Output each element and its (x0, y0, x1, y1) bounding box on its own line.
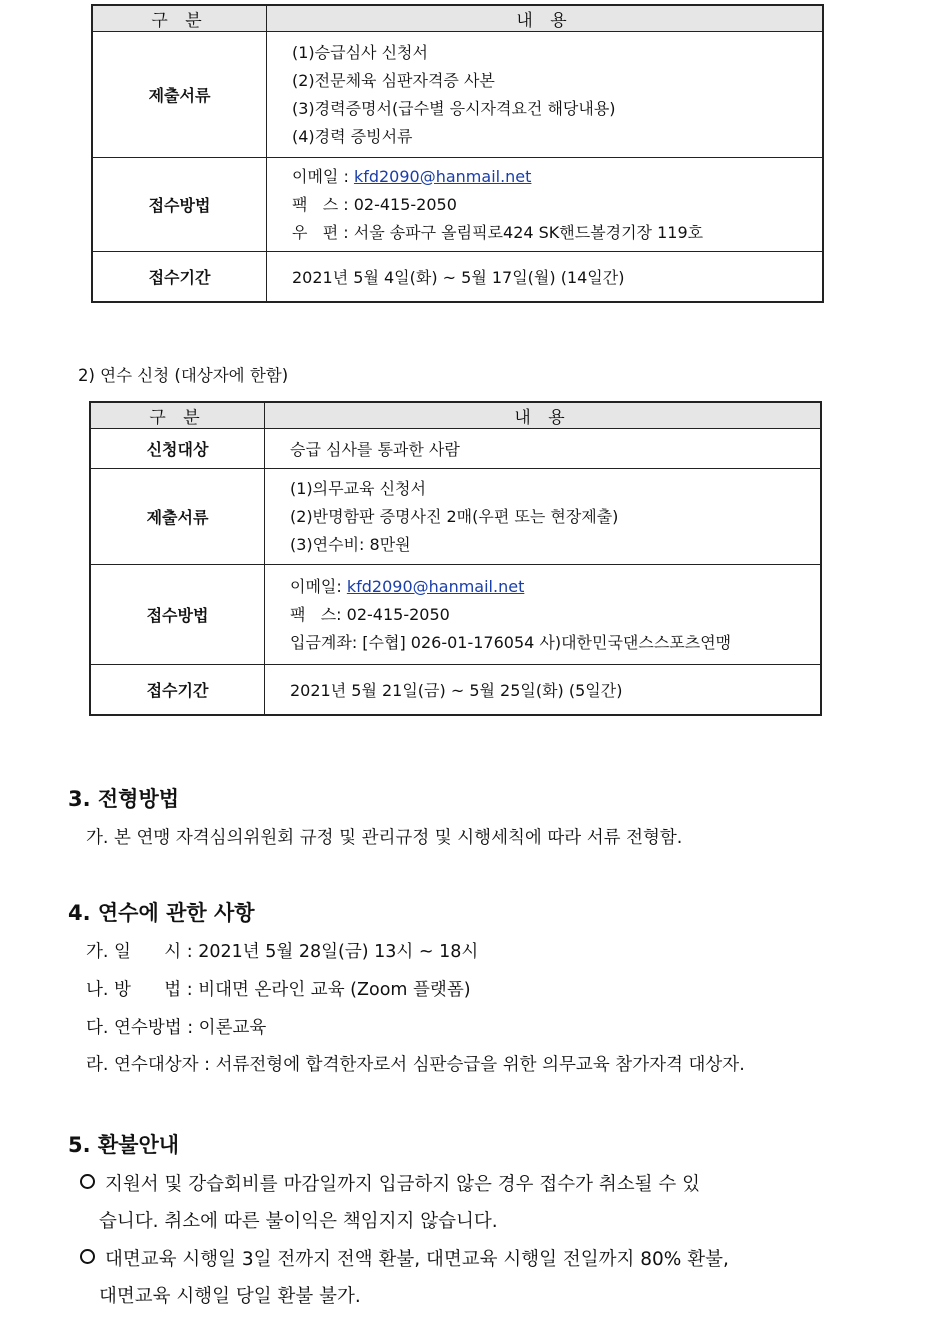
section4-line-target: 라. 연수대상자 : 서류전형에 합격한자로서 심판승급을 위한 의무교육 참가자격 대상자. (86, 1055, 745, 1075)
list-item: (4)경력 증빙서류 (292, 126, 413, 146)
post-line: 우 편 : 서울 송파구 올림픽로424 SK핸드볼경기장 119호 (292, 222, 704, 242)
table-row (90, 565, 821, 665)
circle-bullet-icon (80, 1249, 95, 1264)
header-category: 구 분 (90, 402, 265, 429)
target-value: 승급 심사를 통과한 사람 (265, 429, 822, 469)
row-label-receive-period: 접수기간 (92, 252, 267, 302)
receive-period-value: 2021년 5월 4일(화) ~ 5월 17일(월) (14일간) (267, 252, 824, 302)
section4-line-date: 가. 일 시 : 2021년 5월 28일(금) 13시 ~ 18시 (86, 942, 479, 962)
table-row (90, 429, 821, 469)
email-prefix: 이메일: (290, 576, 347, 596)
email-line (290, 573, 820, 601)
section4-line-training: 다. 연수방법 : 이론교육 (86, 1018, 267, 1038)
email-line (292, 163, 822, 191)
section4-line-method: 나. 방 법 : 비대면 온라인 교육 (Zoom 플랫폼) (86, 980, 471, 1000)
refund-bullet-1 (80, 1170, 700, 1196)
refund-bullet-1-line-1: 지원서 및 강습회비를 마감일까지 입금하지 않은 경우 접수가 취소될 수 있 (105, 1174, 700, 1195)
row-label-submit-docs: 제출서류 (92, 32, 267, 158)
list-item: (2)반명함판 증명사진 2매(우편 또는 현장제출) (290, 506, 619, 526)
header-category: 구 분 (92, 5, 267, 32)
table-row (90, 665, 821, 715)
row-label-receive-method: 접수방법 (92, 158, 267, 252)
email-prefix: 이메일 : (292, 166, 354, 186)
section4-title: 4. 연수에 관한 사항 (68, 901, 255, 925)
table-header-row (92, 5, 823, 32)
account-line: 입금계좌: [수협] 026-01-176054 사)대한민국댄스스포츠연맹 (290, 632, 732, 652)
table-row (92, 252, 823, 302)
receive-period-value: 2021년 5월 21일(금) ~ 5월 25일(화) (5일간) (265, 665, 822, 715)
row-label-target: 신청대상 (90, 429, 265, 469)
list-item: (2)전문체육 심판자격증 사본 (292, 70, 495, 90)
section3-title: 3. 전형방법 (68, 787, 180, 811)
email-link[interactable]: kfd2090@hanmail.net (353, 166, 532, 186)
email-link[interactable]: kfd2090@hanmail.net (346, 576, 525, 596)
training-table (89, 401, 822, 716)
submit-docs-content (265, 469, 822, 565)
receive-method-content (267, 158, 824, 252)
list-item: (1)승급심사 신청서 (292, 42, 428, 62)
row-label-receive-method: 접수방법 (90, 565, 265, 665)
submission-table (91, 4, 824, 303)
refund-bullet-2-line-1: 대면교육 시행일 3일 전까지 전액 환불, 대면교육 시행일 전일까지 80% 환불, (105, 1249, 729, 1270)
fax-line: 팩 스: 02-415-2050 (290, 604, 450, 624)
list-item: (3)경력증명서(급수별 응시자격요건 해당내용) (292, 98, 616, 118)
header-content: 내 용 (265, 402, 822, 429)
refund-bullet-1-cont: 습니다. 취소에 따른 불이익은 책임지지 않습니다. (99, 1211, 498, 1232)
fax-line: 팩 스 : 02-415-2050 (292, 194, 457, 214)
row-label-receive-period: 접수기간 (90, 665, 265, 715)
table-row (92, 32, 823, 158)
list-item: (1)의무교육 신청서 (290, 478, 426, 498)
refund-bullet-2-cont: 대면교육 시행일 당일 환불 불가. (99, 1286, 361, 1307)
circle-bullet-icon (80, 1174, 95, 1189)
section2-subtitle: 2) 연수 신청 (대상자에 한함) (78, 366, 289, 385)
submit-docs-content (267, 32, 824, 158)
section5-title: 5. 환불안내 (68, 1133, 180, 1157)
list-item: (3)연수비: 8만원 (290, 534, 411, 554)
table-header-row (90, 402, 821, 429)
table-row (90, 469, 821, 565)
receive-method-content (265, 565, 822, 665)
row-label-submit-docs: 제출서류 (90, 469, 265, 565)
table-row (92, 158, 823, 252)
header-content: 내 용 (267, 5, 824, 32)
section3-line: 가. 본 연맹 자격심의위원회 규정 및 관리규정 및 시행세칙에 따라 서류 전형함. (86, 828, 683, 848)
refund-bullet-2 (80, 1245, 729, 1271)
